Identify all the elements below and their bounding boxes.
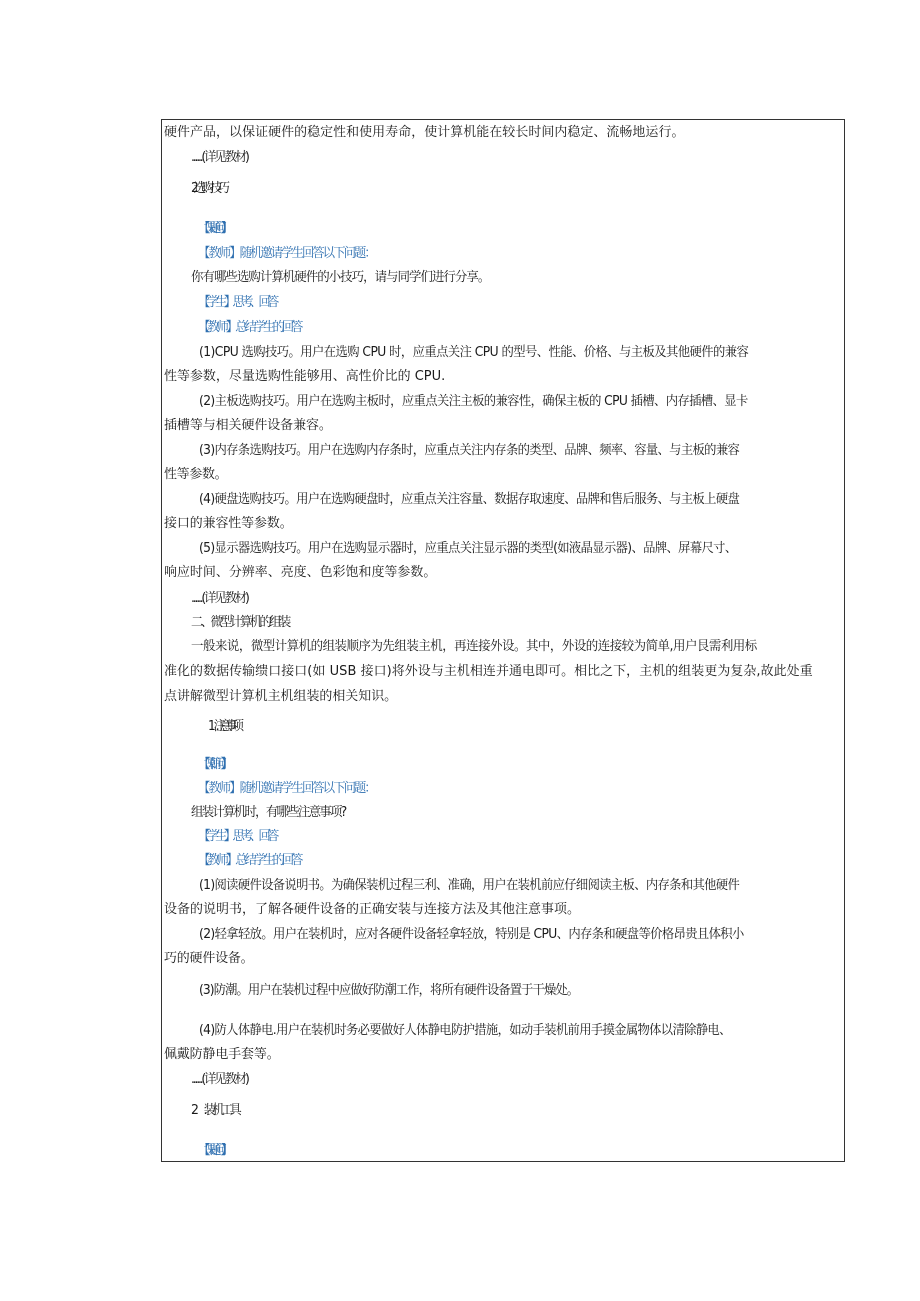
section-heading: 1 .注意事项	[208, 719, 238, 734]
paragraph-line: 响应时间、分辨率、亮度、色彩饱和度等参数。	[164, 565, 437, 580]
paragraph-line: (2)主板选购技巧。用户在选购主板时，应重点关注主板的兼容性，确保主板的 CPU 插槽、内存插槽、显卡	[199, 394, 748, 409]
class-question-tag: 【课朝问】	[198, 757, 226, 772]
paragraph-line: 设备的说明书，了解各硬件设备的正确安装与连接方法及其他注意事项。	[164, 902, 580, 917]
question-text: 组装计算机时，有哪些注意事项?	[191, 805, 346, 820]
paragraph-line: 性等参数。	[164, 467, 228, 482]
teacher-tag-line: 【教师】随机邀请学生回答以下问题：	[198, 246, 375, 261]
see-textbook-note: ......(详见教材)	[191, 1072, 248, 1087]
paragraph-line: 一般来说，微型计算机的组装顺序为先组装主机，再连接外设。其中，外设的连接较为简单,用户艮需利用标	[191, 639, 757, 654]
paragraph-line: (5)显示器选购技巧。用户在选购显示器时，应重点关注显示器的类型(如液晶显示器)、品牌、屏幕尺寸、	[199, 541, 737, 556]
paragraph-line: 插槽等与相关硬件设备兼容。	[164, 418, 332, 433]
teacher-summary-tag: 【教师】总结学生的回答	[198, 853, 301, 868]
student-tag-line: 【学生】思考、回答	[198, 295, 276, 310]
question-text: 你有哪些选购计算机硬件的小技巧，请与同学们进行分享。	[191, 270, 490, 285]
see-textbook-note: ......(详见教材)	[191, 591, 248, 606]
paragraph-line: 点讲解微型计算机主机组装的相关知识。	[164, 689, 398, 704]
paragraph-line: (4)防人体静电.用户在装机时务必要做好人体静电防护措施，如动手装机前用手摸金属物体以清除静电、	[199, 1023, 731, 1038]
paragraph-line: (3)内存条选购技巧。用户在选购内存条时，应重点关注内存条的类型、品牌、频率、容量、与主板的兼容	[199, 443, 740, 458]
section-heading: 二、微型计算机的组装	[191, 615, 289, 630]
paragraph-line: (1)CPU 选购技巧。用户在选购 CPU 时，应重点关注 CPU 的型号、性能、价格、与主板及其他硬件的兼容	[199, 345, 749, 360]
paragraph-line: 性等参数，尽量选购性能够用、高性价比的 CPU.	[164, 369, 446, 384]
see-textbook-note: ......(详见教材)	[191, 150, 248, 165]
teacher-summary-tag: 【教师】总结学生的回答	[198, 320, 301, 335]
paragraph-line: 巧的硬件设备。	[164, 951, 254, 966]
paragraph-line: 佩戴防静电手套等。	[164, 1047, 280, 1062]
paragraph-line: (2)轻拿轻放。用户在装机时，应对各硬件设备轻拿轻放，特别是 CPU、内存条和硬盘等价格昂贵且体积小	[199, 927, 744, 942]
class-question-tag: 【课题问】	[198, 1143, 226, 1158]
paragraph-line: 接口的兼容性等参数。	[164, 516, 293, 531]
student-tag-line: 【学生】思考、回答	[198, 829, 276, 844]
paragraph-line: (1)阅读硬件设备说明书。为确保装机过程三利、准确，用户在装机前应仔细阅读主板、内存条和其他硬件	[199, 878, 740, 893]
section-heading: 2 .装机工具	[191, 1103, 239, 1118]
teacher-tag-line: 【教师】随机邀请学生回答以下问题：	[198, 781, 375, 796]
paragraph-line: 准化的数据传输缋口接口(如 USB 接口)将外设与主机相连并通电即可。相比之下，主机的组装更为复杂,故此处重	[164, 664, 813, 679]
section-heading: 2.选购技巧	[191, 181, 226, 196]
paragraph-line: (3)防潮。用户在装机过程中应做好防潮工作，将所有硬件设备置于干燥处。	[199, 983, 579, 998]
class-question-tag: 【课题问】	[198, 221, 226, 236]
paragraph-line: (4)硬盘选购技巧。用户在选购硬盘时，应重点关注容量、数据存取速度、品牌和售后服务、与主板上硬盘	[199, 492, 740, 507]
paragraph-line: 硬件产品，以保证硬件的稳定性和使用寿命，使计算机能在较长时间内稳定、流畅地运行。	[164, 125, 685, 140]
